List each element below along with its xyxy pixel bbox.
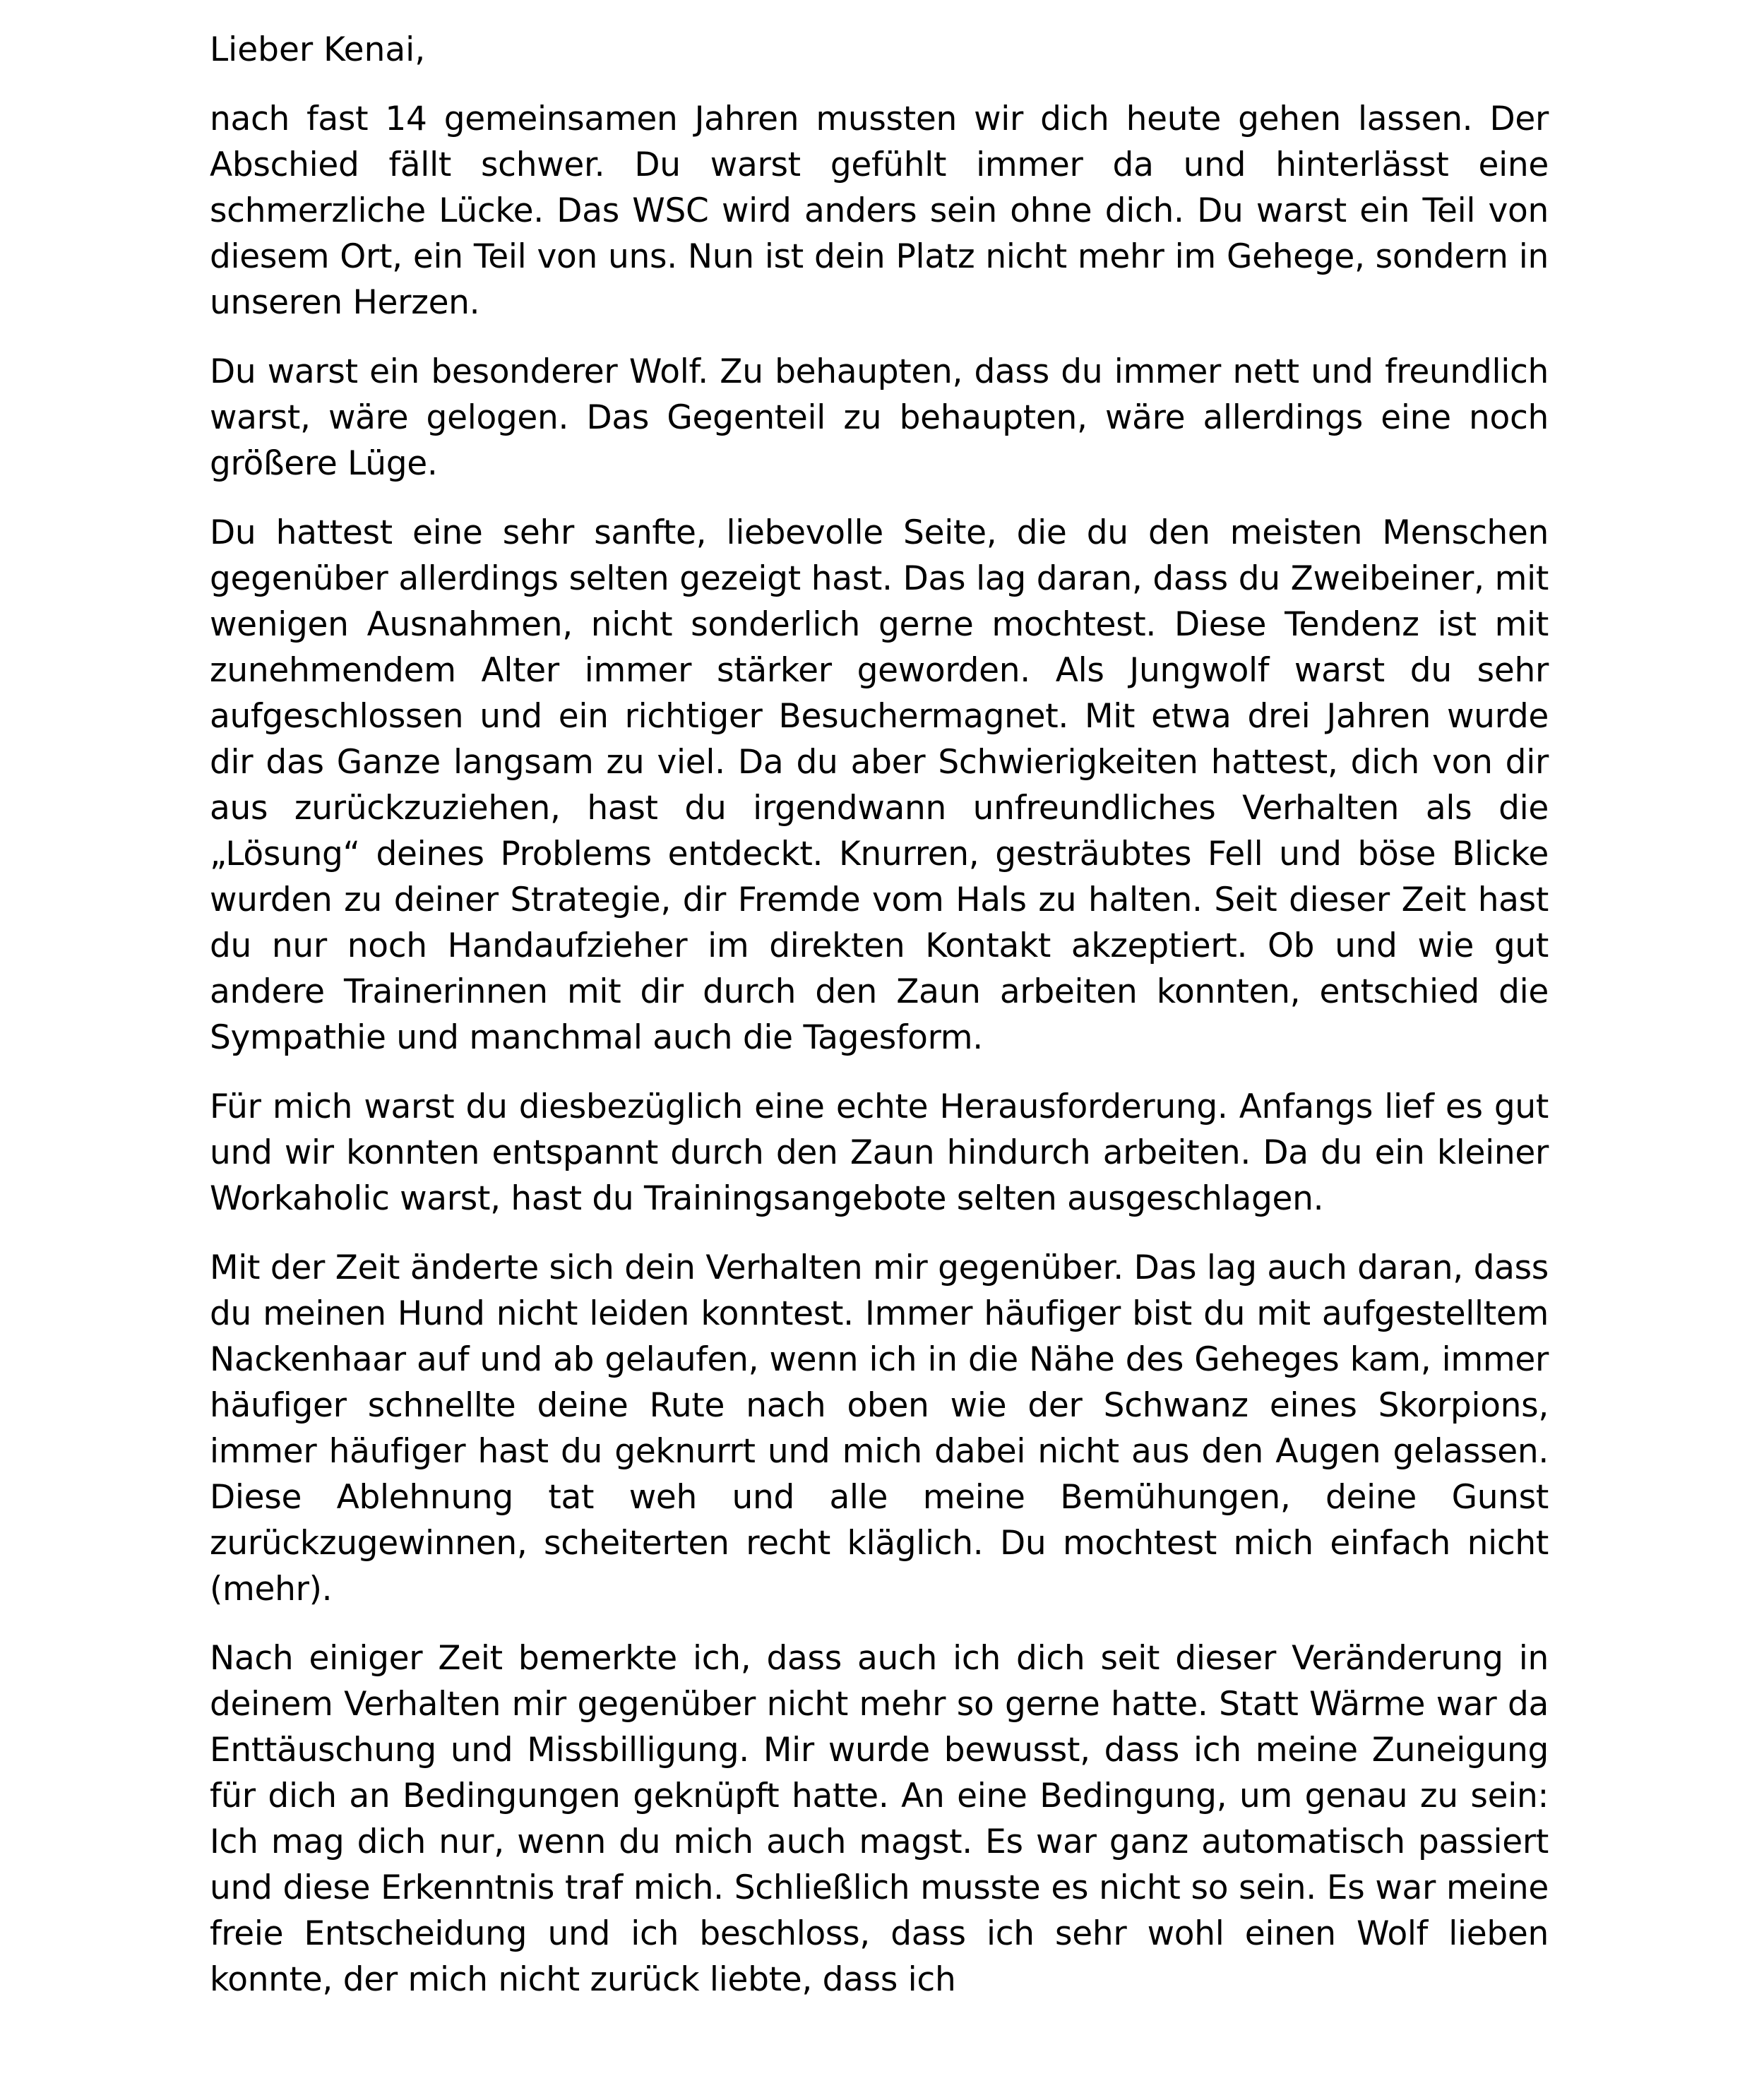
letter-salutation: Lieber Kenai, (210, 30, 426, 69)
paragraph-gentle-side: Du hattest eine sehr sanfte, liebevolle Seite, die du den meisten Menschen gegenüber allerdings selten gezeigt hast. Das lag daran, dass du Zweibeiner, mit wenigen Ausnahmen, nicht sonderlich gerne mochtest. Diese Tendenz ist mit zunehmendem Alter immer stärker geworden. Als Jungwolf warst du sehr aufgeschlossen und ein richtiger Besuchermagnet. Mit etwa drei Jahren wurde dir das Ganze langsam zu viel. Da du aber Schwierigkeiten hattest, dich von dir aus zurückzuziehen, hast du irgendwann unfreundliches Verhalten als die „Lösung“ deines Problems entdeckt. Knurren, gesträubtes Fell und böse Blicke wurden zu deiner Strategie, dir Fremde vom Hals zu halten. Seit dieser Zeit hast du nur noch Handaufzieher im direkten Kontakt akzeptiert. Ob und wie gut andere Trainerinnen mit dir durch den Zaun arbeiten konnten, entschied die Sympathie und manchmal auch die Tagesform. (210, 513, 1549, 1057)
paragraph-farewell: nach fast 14 gemeinsamen Jahren mussten wir dich heute gehen lassen. Der Abschied fällt schwer. Du warst gefühlt immer da und hinterlässt eine schmerzliche Lücke. Das WSC wird anders sein ohne dich. Du warst ein Teil von diesem Ort, ein Teil von uns. Nun ist dein Platz nicht mehr im Gehege, sondern in unseren Herzen. (210, 100, 1549, 322)
paragraph-challenge: Für mich warst du diesbezüglich eine echte Herausforderung. Anfangs lief es gut und wir konnten entspannt durch den Zaun hindurch arbeiten. Da du ein kleiner Workaholic warst, hast du Trainingsangebote selten ausgeschlagen. (210, 1087, 1549, 1218)
paragraph-behavior-change: Mit der Zeit änderte sich dein Verhalten mir gegenüber. Das lag auch daran, dass du meinen Hund nicht leiden konntest. Immer häufiger bist du mit aufgestelltem Nackenhaar auf und ab gelaufen, wenn ich in die Nähe des Geheges kam, immer häufiger schnellte deine Rute nach oben wie der Schwanz eines Skorpions, immer häufiger hast du geknurrt und mich dabei nicht aus den Augen gelassen. Diese Ablehnung tat weh und alle meine Bemühungen, deine Gunst zurückzugewinnen, scheiterten recht kläglich. Du mochtest mich einfach nicht (mehr). (210, 1248, 1549, 1609)
paragraph-realization: Nach einiger Zeit bemerkte ich, dass auch ich dich seit dieser Veränderung in deinem Verhalten mir gegenüber nicht mehr so gerne hatte. Statt Wärme war da Enttäuschung und Missbilligung. Mir wurde bewusst, dass ich meine Zuneigung für dich an Bedingungen geknüpft hatte. An eine Bedingung, um genau zu sein: Ich mag dich nur, wenn du mich auch magst. Es war ganz automatisch passiert und diese Erkenntnis traf mich. Schließlich musste es nicht so sein. Es war meine freie Entscheidung und ich beschloss, dass ich sehr wohl einen Wolf lieben konnte, der mich nicht zurück liebte, dass ich (210, 1639, 1549, 1999)
letter-page (210, 27, 1549, 2026)
paragraph-special-wolf: Du warst ein besonderer Wolf. Zu behaupten, dass du immer nett und freundlich warst, wäre gelogen. Das Gegenteil zu behaupten, wäre allerdings eine noch größere Lüge. (210, 352, 1549, 483)
